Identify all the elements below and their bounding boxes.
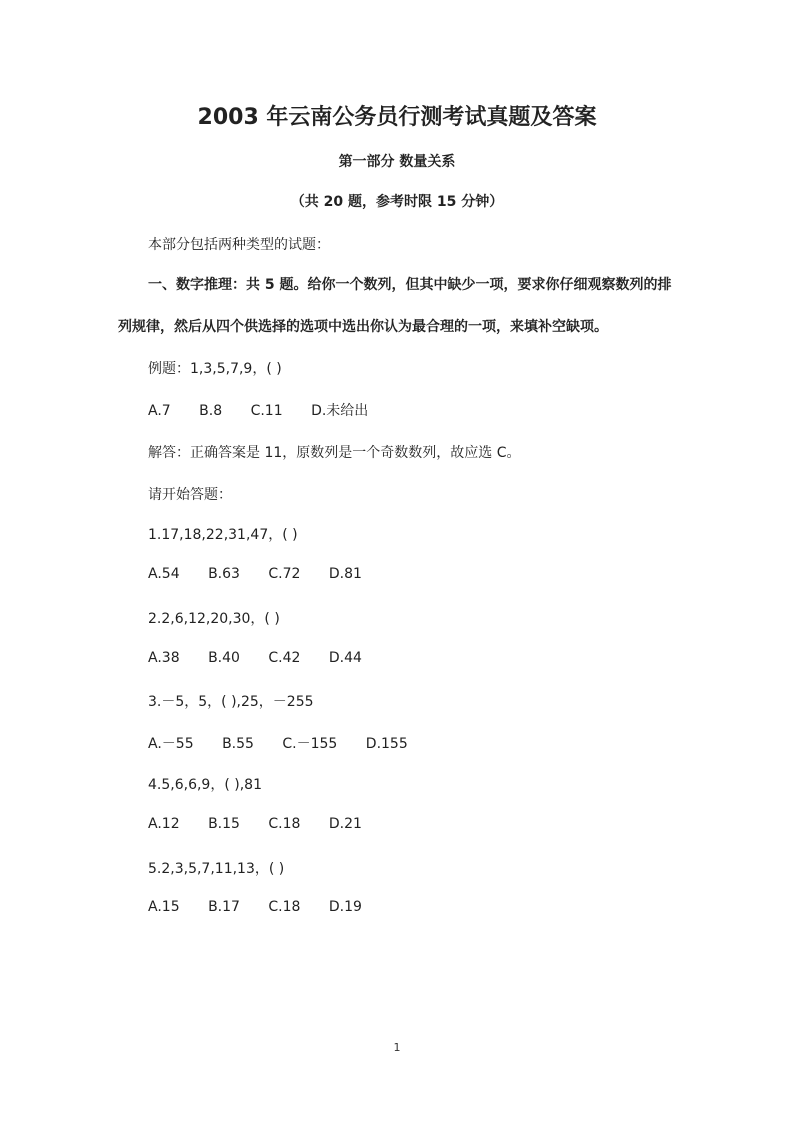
question-3: 3.－5，5，( ),25，－255 <box>148 694 314 710</box>
option: C.72 <box>268 566 301 582</box>
page-number: 1 <box>393 1041 401 1054</box>
document-title: 2003 年云南公务员行测考试真题及答案 <box>197 105 597 130</box>
question-4-options <box>148 816 386 832</box>
question-5: 5.2,3,5,7,11,13，( ) <box>148 861 285 877</box>
question-5-options <box>148 899 386 915</box>
example-option: C.11 <box>250 403 283 419</box>
question-1: 1.17,18,22,31,47，( ) <box>148 527 298 543</box>
option: D.21 <box>328 816 362 832</box>
part-heading: 第一部分 数量关系 <box>338 154 456 170</box>
question-2-options <box>148 650 386 666</box>
option: A.－55 <box>148 736 194 752</box>
question-2: 2.2,6,12,20,30，( ) <box>148 611 280 627</box>
option: B.17 <box>208 899 240 915</box>
section-heading-line1: 一、数字推理：共 5 题。给你一个数列，但其中缺少一项，要求你仔细观察数列的排 <box>148 277 672 293</box>
section-heading-line2: 列规律，然后从四个供选择的选项中选出你认为最合理的一项，来填补空缺项。 <box>118 319 608 335</box>
part-note: （共 20 题，参考时限 15 分钟） <box>290 194 504 210</box>
option: D.81 <box>328 566 362 582</box>
example-option: D.未给出 <box>311 403 369 419</box>
example-question: 例题：1,3,5,7,9，( ) <box>148 361 282 377</box>
option: A.54 <box>148 566 180 582</box>
example-option: B.8 <box>199 403 223 419</box>
option: C.18 <box>268 816 301 832</box>
start-prompt: 请开始答题： <box>148 487 232 503</box>
option: C.－155 <box>282 736 338 752</box>
option: D.155 <box>365 736 408 752</box>
question-4: 4.5,6,6,9，( ),81 <box>148 777 262 793</box>
example-option: A.7 <box>148 403 171 419</box>
option: D.19 <box>328 899 362 915</box>
option: B.55 <box>222 736 254 752</box>
option: A.12 <box>148 816 180 832</box>
option: B.40 <box>208 650 240 666</box>
example-options <box>148 400 392 420</box>
question-1-options <box>148 566 386 582</box>
option: B.15 <box>208 816 240 832</box>
option: A.38 <box>148 650 180 666</box>
question-3-options <box>148 733 432 753</box>
option: D.44 <box>328 650 362 666</box>
option: C.18 <box>268 899 301 915</box>
example-answer: 解答：正确答案是 11，原数列是一个奇数数列，故应选 C。 <box>148 445 521 461</box>
option: C.42 <box>268 650 301 666</box>
intro-text: 本部分包括两种类型的试题： <box>148 237 330 253</box>
option: A.15 <box>148 899 180 915</box>
option: B.63 <box>208 566 240 582</box>
